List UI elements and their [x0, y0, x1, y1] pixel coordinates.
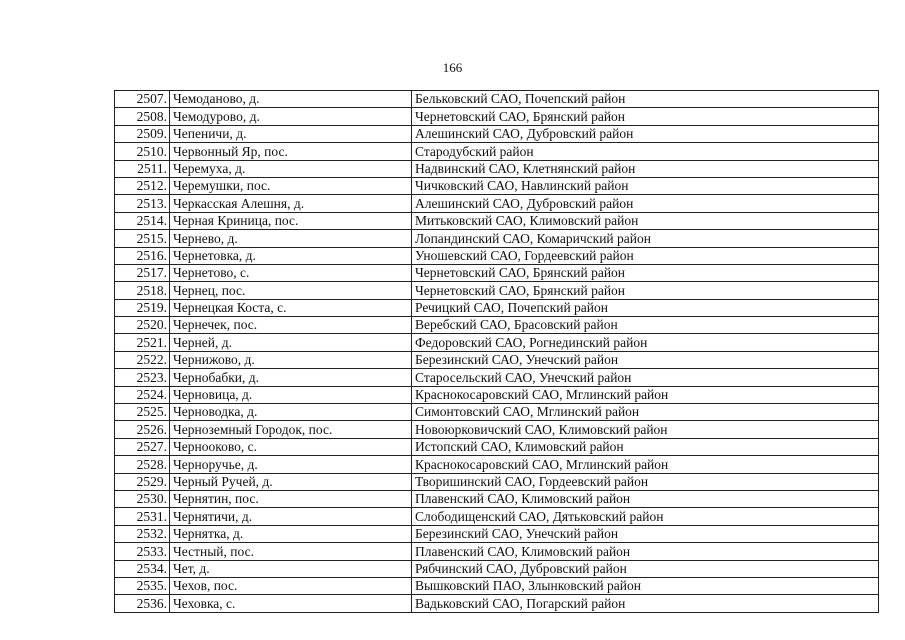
table-row [115, 525, 879, 542]
table-row [115, 143, 879, 160]
row-number: 2531. [115, 508, 170, 525]
row-number: 2510. [115, 143, 170, 160]
row-number: 2535. [115, 577, 170, 594]
row-number: 2518. [115, 282, 170, 299]
settlement-name: Чернец, пос. [170, 282, 412, 299]
settlement-name: Черемуха, д. [170, 160, 412, 177]
settlement-name: Чернятка, д. [170, 525, 412, 542]
settlement-area: Бельковский САО, Почепский район [412, 91, 879, 108]
table-row [115, 160, 879, 177]
table-row [115, 351, 879, 368]
table-row [115, 317, 879, 334]
settlement-name: Чернетовка, д. [170, 247, 412, 264]
settlement-area: Алешинский САО, Дубровский район [412, 195, 879, 212]
settlement-name: Чет, д. [170, 560, 412, 577]
settlement-name: Черноводка, д. [170, 404, 412, 421]
row-number: 2536. [115, 595, 170, 612]
table-row [115, 508, 879, 525]
row-number: 2516. [115, 247, 170, 264]
settlement-area: Веребский САО, Брасовский район [412, 317, 879, 334]
row-number: 2507. [115, 91, 170, 108]
row-number: 2521. [115, 334, 170, 351]
row-number: 2527. [115, 438, 170, 455]
row-number: 2528. [115, 456, 170, 473]
settlement-area: Вадьковский САО, Погарский район [412, 595, 879, 612]
settlement-area: Новоюрковичский САО, Климовский район [412, 421, 879, 438]
settlement-name: Чернятичи, д. [170, 508, 412, 525]
table-row [115, 490, 879, 507]
settlement-name: Черемушки, пос. [170, 177, 412, 194]
settlement-name: Чехов, пос. [170, 577, 412, 594]
row-number: 2512. [115, 177, 170, 194]
table-row [115, 473, 879, 490]
row-number: 2523. [115, 369, 170, 386]
table-row [115, 195, 879, 212]
table-row [115, 334, 879, 351]
row-number: 2533. [115, 543, 170, 560]
row-number: 2524. [115, 386, 170, 403]
settlement-name: Чернооково, с. [170, 438, 412, 455]
settlement-area: Вышковский ПАО, Злынковский район [412, 577, 879, 594]
settlement-area: Чичковский САО, Навлинский район [412, 177, 879, 194]
settlement-area: Краснокосаровский САО, Мглинский район [412, 456, 879, 473]
page-number: 166 [442, 60, 463, 75]
row-number: 2514. [115, 212, 170, 229]
table-row [115, 404, 879, 421]
row-number: 2526. [115, 421, 170, 438]
row-number: 2522. [115, 351, 170, 368]
table-row [115, 421, 879, 438]
settlement-area: Истопский САО, Климовский район [412, 438, 879, 455]
table-row [115, 386, 879, 403]
row-number: 2529. [115, 473, 170, 490]
row-number: 2513. [115, 195, 170, 212]
settlement-area: Алешинский САО, Дубровский район [412, 125, 879, 142]
settlement-name: Черный Ручей, д. [170, 473, 412, 490]
settlement-name: Чернецкая Коста, с. [170, 299, 412, 316]
row-number: 2509. [115, 125, 170, 142]
settlement-name: Черней, д. [170, 334, 412, 351]
settlement-name: Чемоданово, д. [170, 91, 412, 108]
table-row [115, 595, 879, 612]
settlement-area: Надвинский САО, Клетнянский район [412, 160, 879, 177]
settlement-name: Честный, пос. [170, 543, 412, 560]
table-row [115, 299, 879, 316]
table-row [115, 91, 879, 108]
settlements-table-body [115, 91, 879, 613]
settlement-name: Чернево, д. [170, 230, 412, 247]
table-row [115, 282, 879, 299]
table-row [115, 264, 879, 281]
settlement-area: Березинский САО, Унечский район [412, 351, 879, 368]
settlements-table [114, 90, 879, 613]
settlement-name: Черноземный Городок, пос. [170, 421, 412, 438]
row-number: 2520. [115, 317, 170, 334]
row-number: 2530. [115, 490, 170, 507]
settlement-name: Черновица, д. [170, 386, 412, 403]
table-row [115, 177, 879, 194]
settlement-name: Чернетово, с. [170, 264, 412, 281]
table-row [115, 369, 879, 386]
settlement-area: Березинский САО, Унечский район [412, 525, 879, 542]
settlement-name: Чернижово, д. [170, 351, 412, 368]
settlement-area: Плавенский САО, Климовский район [412, 490, 879, 507]
settlement-name: Черкасская Алешня, д. [170, 195, 412, 212]
settlement-name: Червонный Яр, пос. [170, 143, 412, 160]
settlement-name: Чемодурово, д. [170, 108, 412, 125]
row-number: 2534. [115, 560, 170, 577]
settlement-name: Чернятин, пос. [170, 490, 412, 507]
row-number: 2519. [115, 299, 170, 316]
settlement-area: Чернетовский САО, Брянский район [412, 264, 879, 281]
row-number: 2517. [115, 264, 170, 281]
settlement-name: Черноручье, д. [170, 456, 412, 473]
settlement-area: Творишинский САО, Гордеевский район [412, 473, 879, 490]
settlement-area: Чернетовский САО, Брянский район [412, 108, 879, 125]
settlement-area: Рябчинский САО, Дубровский район [412, 560, 879, 577]
row-number: 2532. [115, 525, 170, 542]
table-row [115, 247, 879, 264]
settlement-area: Симонтовский САО, Мглинский район [412, 404, 879, 421]
settlement-area: Митьковский САО, Климовский район [412, 212, 879, 229]
settlement-name: Чеховка, с. [170, 595, 412, 612]
settlement-area: Старосельский САО, Унечский район [412, 369, 879, 386]
settlement-area: Лопандинский САО, Комаричский район [412, 230, 879, 247]
row-number: 2511. [115, 160, 170, 177]
settlement-name: Чернобабки, д. [170, 369, 412, 386]
table-row [115, 456, 879, 473]
row-number: 2525. [115, 404, 170, 421]
settlement-area: Плавенский САО, Климовский район [412, 543, 879, 560]
settlement-area: Уношевский САО, Гордеевский район [412, 247, 879, 264]
settlement-area: Стародубский район [412, 143, 879, 160]
settlement-area: Краснокосаровский САО, Мглинский район [412, 386, 879, 403]
row-number: 2508. [115, 108, 170, 125]
table-row [115, 125, 879, 142]
settlement-name: Черная Криница, пос. [170, 212, 412, 229]
settlement-area: Федоровский САО, Рогнединский район [412, 334, 879, 351]
settlement-area: Чернетовский САО, Брянский район [412, 282, 879, 299]
settlement-name: Чепеничи, д. [170, 125, 412, 142]
settlement-area: Слободищенский САО, Дятьковский район [412, 508, 879, 525]
settlement-area: Речицкий САО, Почепский район [412, 299, 879, 316]
table-row [115, 543, 879, 560]
table-row [115, 212, 879, 229]
table-row [115, 577, 879, 594]
table-row [115, 560, 879, 577]
table-row [115, 108, 879, 125]
table-row [115, 438, 879, 455]
row-number: 2515. [115, 230, 170, 247]
settlement-name: Чернечек, пос. [170, 317, 412, 334]
table-row [115, 230, 879, 247]
